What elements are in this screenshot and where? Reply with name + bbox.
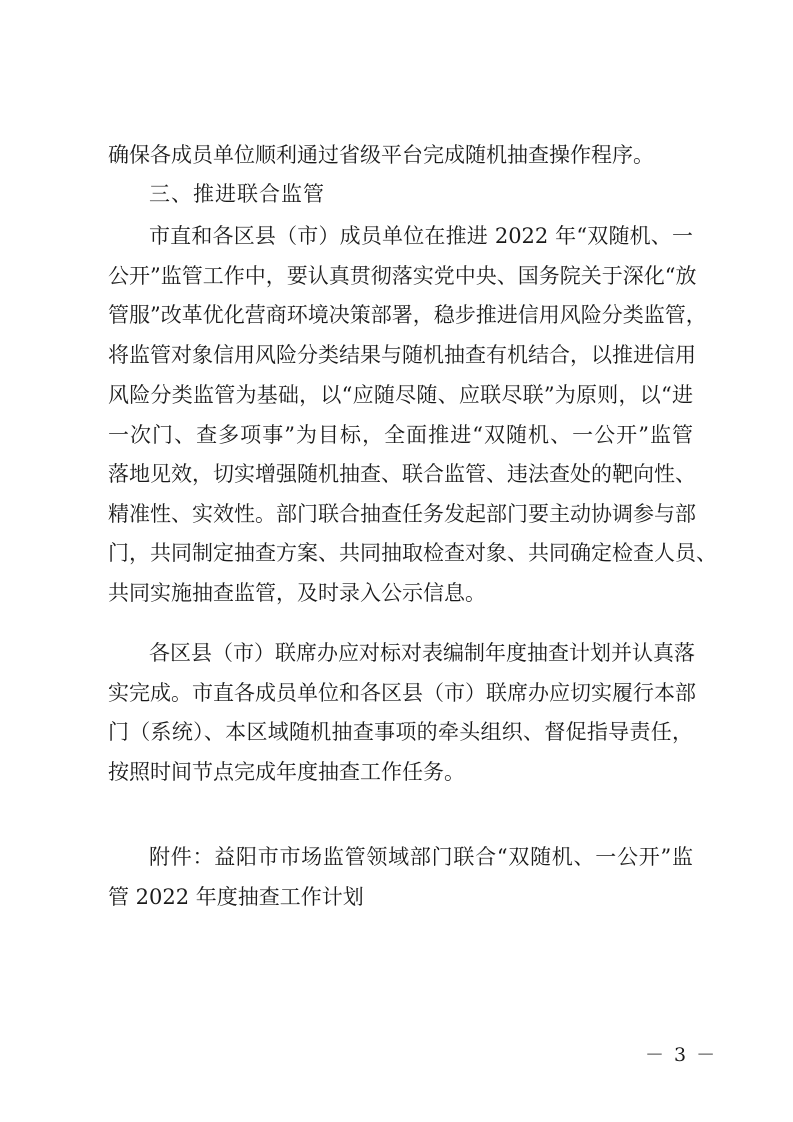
paragraph1-line: 管服”改革优化营商环境决策部署，稳步推进信用风险分类监管， xyxy=(108,303,707,327)
paragraph1-line: 门，共同制定抽查方案、共同抽取检查对象、共同确定检查人员、 xyxy=(108,541,717,565)
page-number: － 3 － xyxy=(645,1044,718,1066)
paragraph2-line: 各区县（市）联席办应对标对表编制年度抽查计划并认真落 xyxy=(149,641,695,665)
paragraph1-line: 将监管对象信用风险分类结果与随机抽查有机结合，以推进信用 xyxy=(108,343,696,367)
paragraph1-line: 一次门、查多项事”为目标，全面推进“双随机、一公开”监管 xyxy=(108,423,693,447)
section-heading: 三、推进联合监管 xyxy=(149,182,325,206)
paragraph1-line: 风险分类监管为基础，以“应随尽随、应联尽联”为原则，以“进 xyxy=(108,383,693,407)
paragraph2-line: 门（系统）、本区域随机抽查事项的牵头组织、督促指导责任， xyxy=(108,720,693,744)
paragraph1-line: 共同实施抽查监管，及时录入公示信息。 xyxy=(108,581,486,605)
paragraph1-line: 精准性、实效性。部门联合抽查任务发起部门要主动协调参与部 xyxy=(108,502,696,526)
paragraph1-line: 落地见效，切实增强随机抽查、联合监管、违法查处的靶向性、 xyxy=(108,462,696,486)
paragraph2-line: 实完成。市直各成员单位和各区县（市）联席办应切实履行本部 xyxy=(108,681,696,705)
attachment-line: 附件：益阳市市场监管领域部门联合“双随机、一公开”监 xyxy=(149,845,693,869)
paragraph2-line: 按照时间节点完成年度抽查工作任务。 xyxy=(108,760,465,784)
text-line-top: 确保各成员单位顺利通过省级平台完成随机抽查操作程序。 xyxy=(108,143,654,167)
paragraph1-line: 公开”监管工作中，要认真贯彻落实党中央、国务院关于深化“放 xyxy=(108,264,697,288)
paragraph1-line: 市直和各区县（市）成员单位在推进 2022 年“双随机、一 xyxy=(149,224,693,248)
attachment-line: 管 2022 年度抽查工作计划 xyxy=(108,885,364,909)
